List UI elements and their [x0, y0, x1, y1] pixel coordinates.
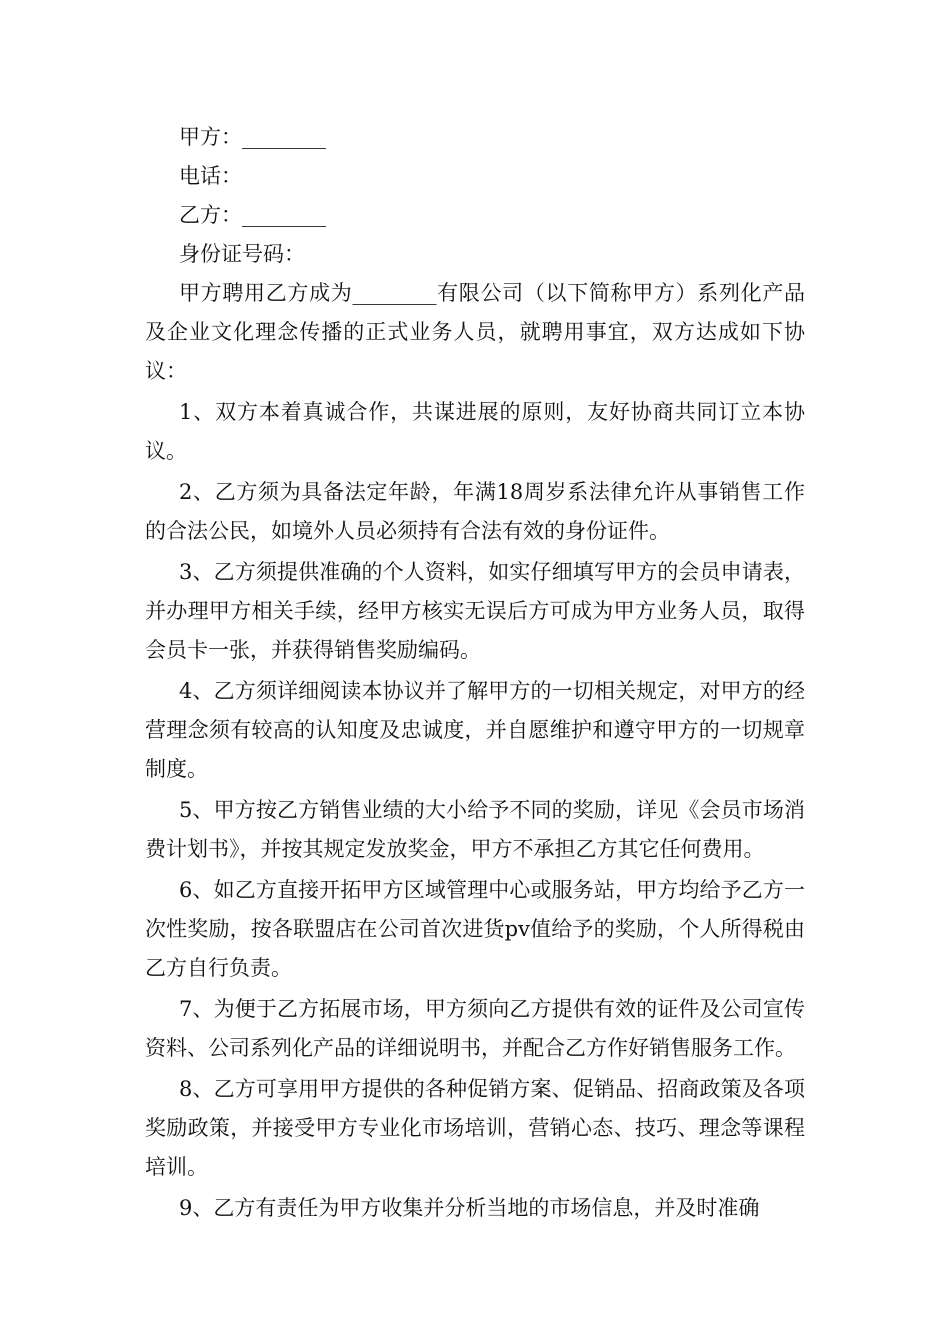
clause-1: 1、双方本着真诚合作，共谋进展的原则，友好协商共同订立本协议。 — [145, 400, 805, 463]
party-a-field — [145, 118, 805, 157]
party-b-blank: ________ — [242, 203, 326, 227]
clause-3: 3、乙方须提供准确的个人资料，如实仔细填写甲方的会员申请表，并办理甲方相关手续，经甲方核实无误后方可成为甲方业务人员，取得会员卡一张，并获得销售奖励编码。 — [145, 560, 805, 662]
intro-paragraph: 甲方聘用乙方成为________有限公司（以下简称甲方）系列化产品及企业文化理念传播的正式业务人员，就聘用事宜，双方达成如下协议： — [145, 281, 805, 383]
phone-label: 电话： — [179, 164, 242, 188]
phone-field — [145, 157, 805, 196]
clause-8: 8、乙方可享用甲方提供的各种促销方案、促销品、招商政策及各项奖励政策，并接受甲方专业化市场培训，营销心态、技巧、理念等课程培训。 — [145, 1077, 805, 1179]
clause-7: 7、为便于乙方拓展市场，甲方须向乙方提供有效的证件及公司宣传资料、公司系列化产品的详细说明书，并配合乙方作好销售服务工作。 — [145, 997, 805, 1060]
party-b-field — [145, 196, 805, 235]
id-number-field — [145, 235, 805, 274]
clause-2: 2、乙方须为具备法定年龄，年满18周岁系法律允许从事销售工作的合法公民，如境外人员必须持有合法有效的身份证件。 — [145, 480, 805, 543]
clause-9: 9、乙方有责任为甲方收集并分析当地的市场信息，并及时准确 — [179, 1196, 760, 1220]
party-a-blank: ________ — [242, 125, 326, 149]
id-number-label: 身份证号码： — [179, 242, 305, 266]
party-b-label: 乙方： — [179, 203, 242, 227]
party-a-label: 甲方： — [179, 125, 242, 149]
clause-5: 5、甲方按乙方销售业绩的大小给予不同的奖励，详见《会员市场消费计划书》，并按其规定发放奖金，甲方不承担乙方其它任何费用。 — [145, 798, 805, 861]
clause-4: 4、乙方须详细阅读本协议并了解甲方的一切相关规定，对甲方的经营理念须有较高的认知度及忠诚度，并自愿维护和遵守甲方的一切规章制度。 — [145, 679, 805, 781]
clause-6: 6、如乙方直接开拓甲方区域管理中心或服务站，甲方均给予乙方一次性奖励，按各联盟店在公司首次进货pv值给予的奖励，个人所得税由乙方自行负责。 — [145, 878, 805, 980]
document-body — [145, 118, 805, 1230]
